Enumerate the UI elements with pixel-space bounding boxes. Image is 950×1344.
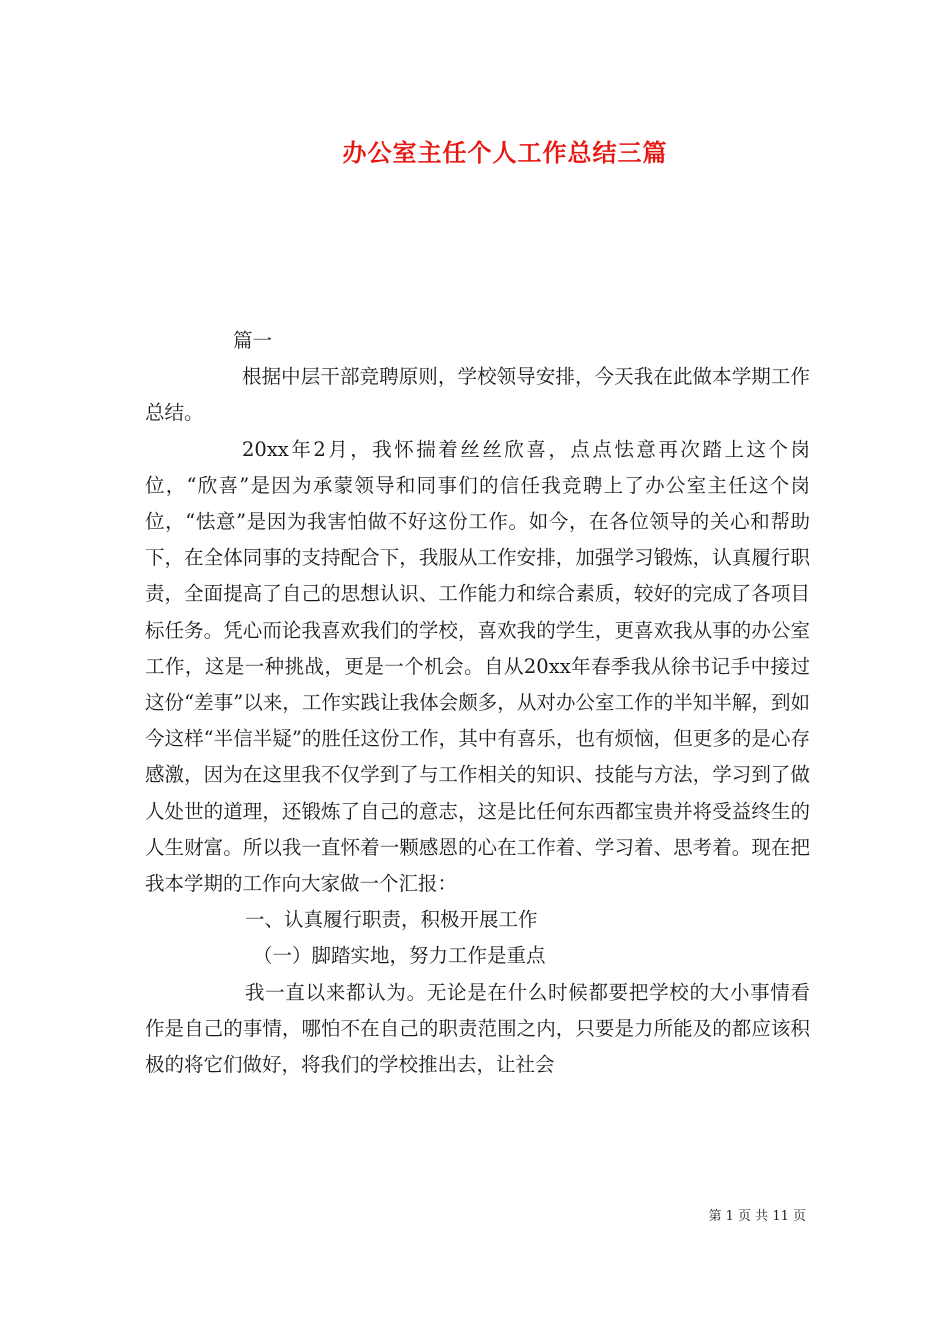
- paragraph-3: 我一直以来都认为。无论是在什么时候都要把学校的大小事情看作是自己的事情，哪怕不在自己的职责范围之内，只要是力所能及的都应该积极的将它们做好，将我们的学校推出去，让社会: [145, 980, 810, 1077]
- paragraph-1: 根据中层干部竞聘原则，学校领导安排，今天我在此做本学期工作总结。: [145, 365, 810, 425]
- document-title: 办公室主任个人工作总结三篇: [342, 138, 668, 167]
- item-heading: 一、认真履行职责，积极开展工作: [245, 908, 538, 932]
- paragraph-2: 20xx年2月，我怀揣着丝丝欣喜，点点怯意再次踏上这个岗位，“欣喜”是因为承蒙领导和同事们的信任我竞聘上了办公室主任这个岗位，“怯意”是因为我害怕做不好这份工作。如今，在各位领导的关心和帮助下，在全体同事的支持配合下，我服从工作安排，加强学习锻炼，认真履行职责，全面提高了自己的思想认识、工作能力和综合素质，较好的完成了各项目标任务。凭心而论我喜欢我们的学校，喜欢我的学生，更喜欢我从事的办公室工作，这是一种挑战，更是一个机会。自从20xx年春季我从徐书记手中接过这份“差事”以来，工作实践让我体会颇多，从对办公室工作的半知半解，到如今这样“半信半疑”的胜任这份工作，其中有喜乐，也有烦恼，但更多的是心存感激，因为在这里我不仅学到了与工作相关的知识、技能与方法，学习到了做人处世的道理，还锻炼了自己的意志，这是比任何东西都宝贵并将受益终生的人生财富。所以我一直怀着一颗感恩的心在工作着、学习着、思考着。现在把我本学期的工作向大家做一个汇报：: [145, 437, 810, 896]
- document-body: [145, 323, 810, 1083]
- sub-heading: （一）脚踏实地，努力工作是重点: [253, 944, 546, 968]
- page-number: 第 1 页 共 11 页: [708, 1209, 806, 1224]
- section-heading: 篇一: [233, 329, 273, 352]
